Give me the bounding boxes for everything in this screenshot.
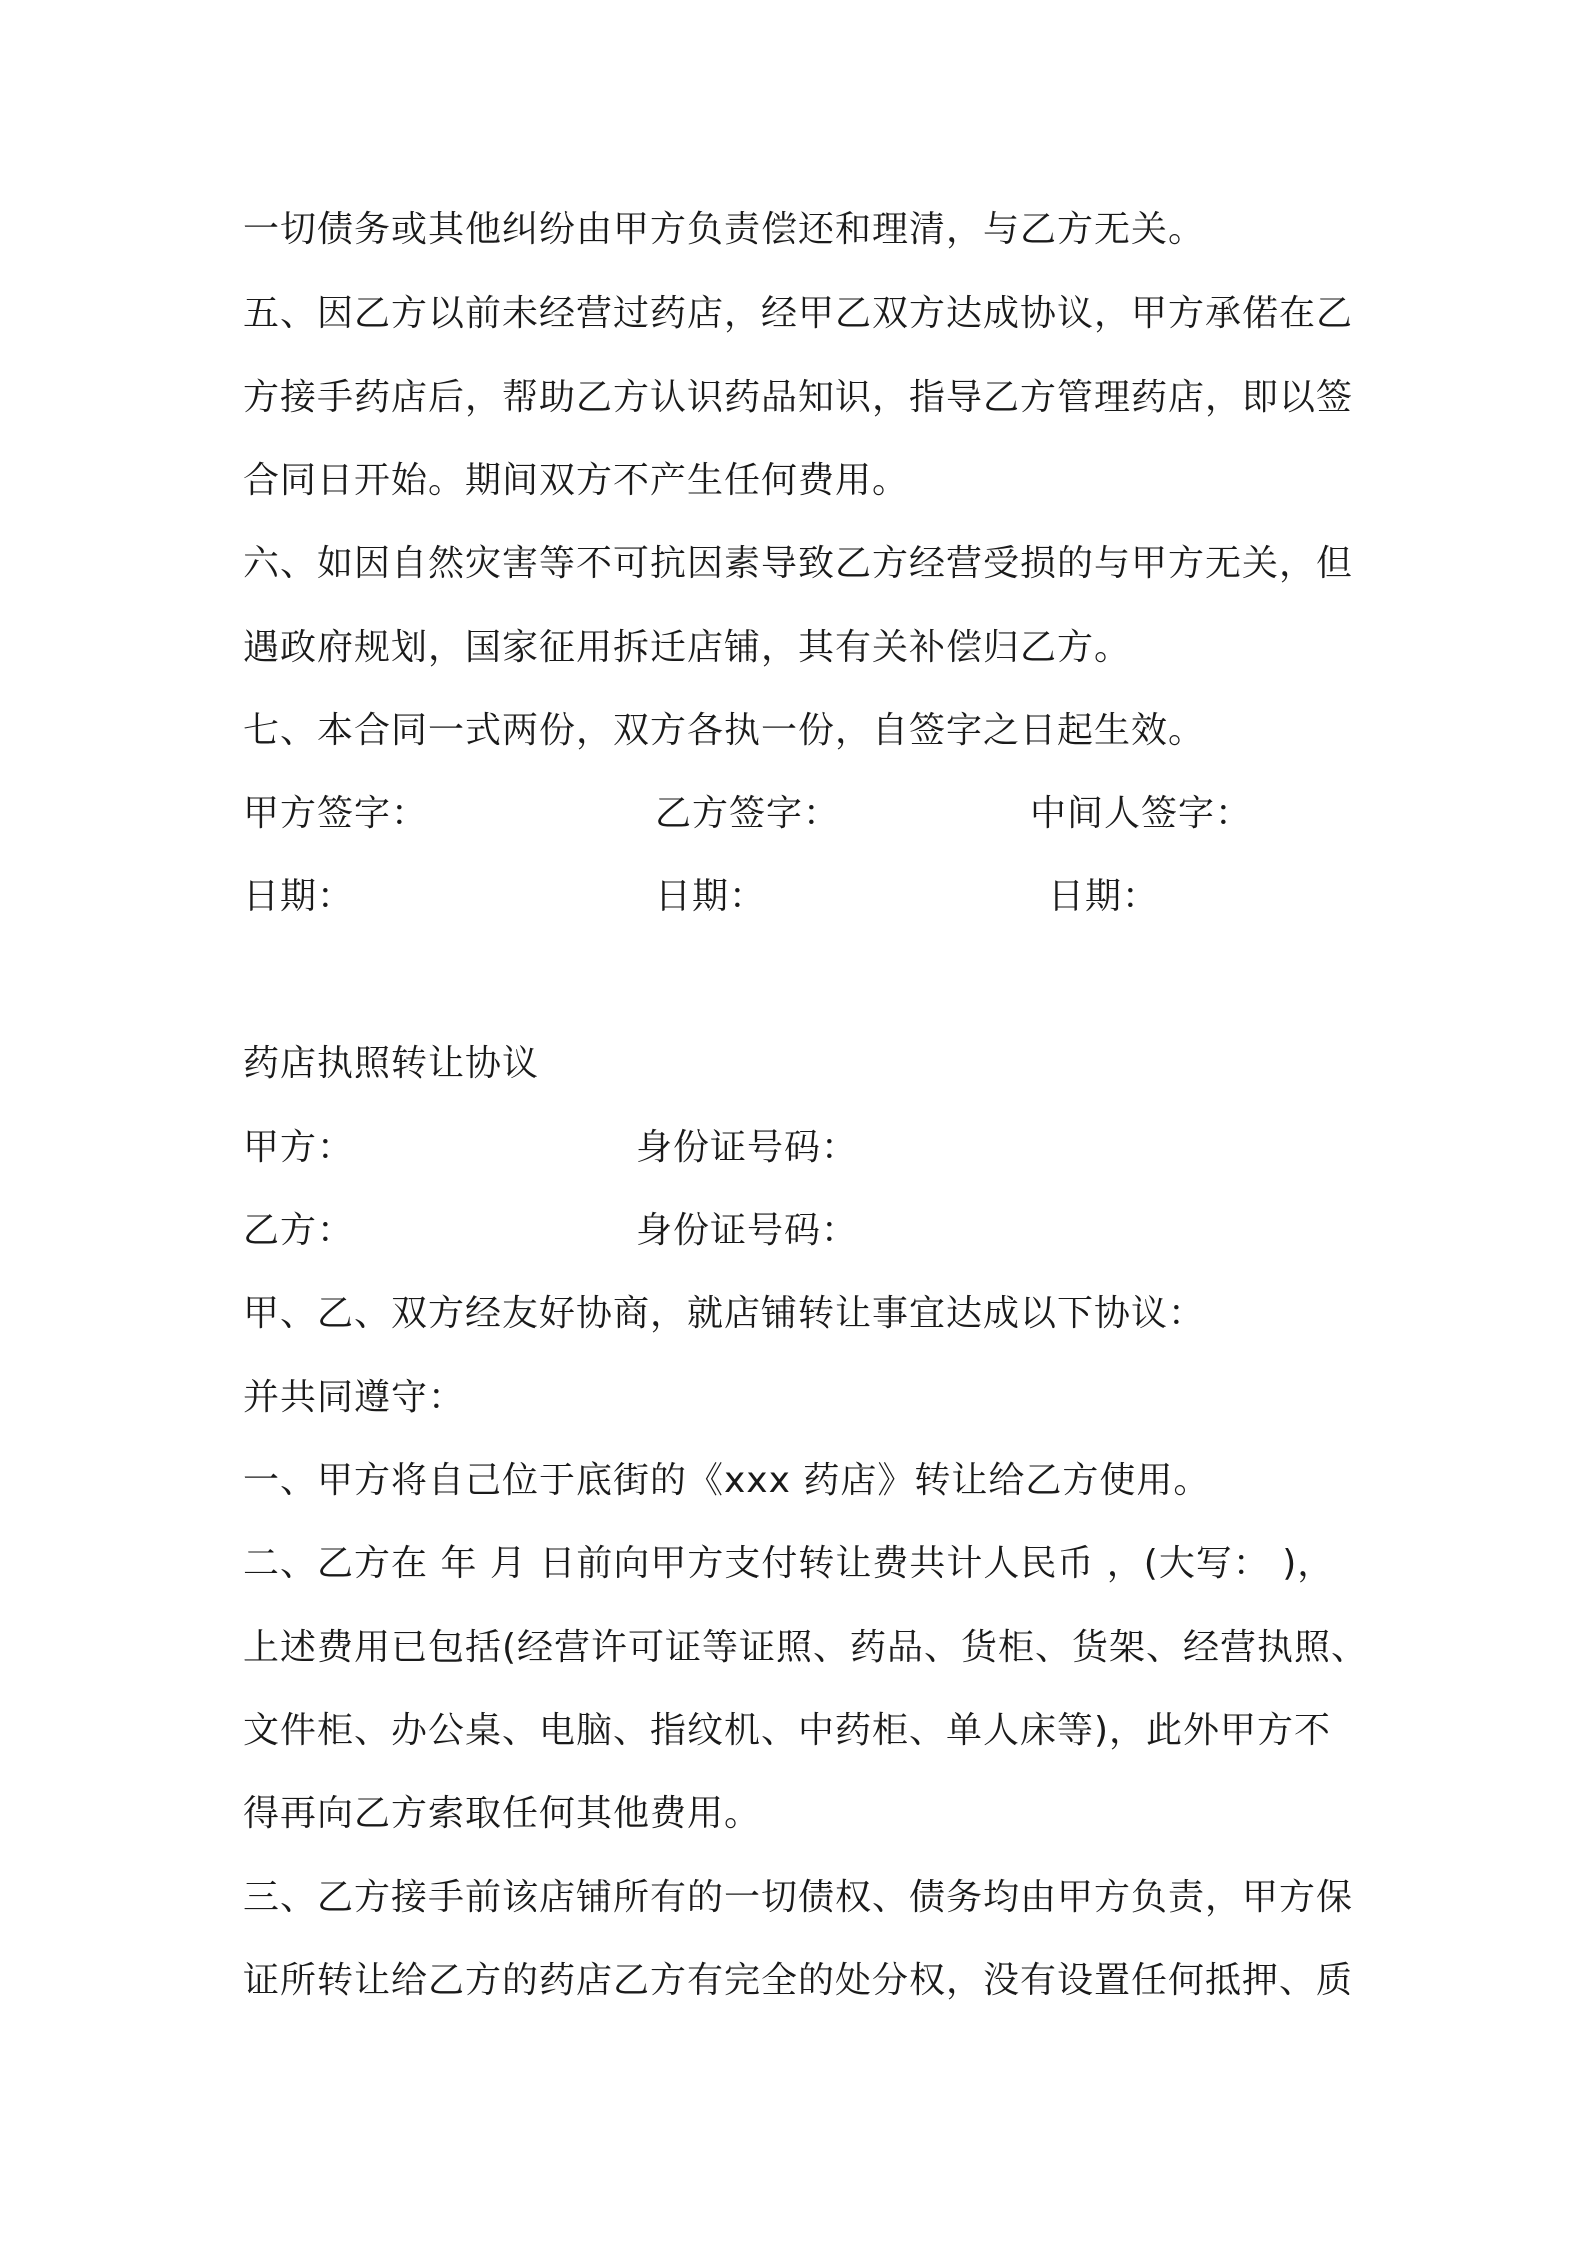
clause-one-line: 一、甲方将自己位于底街的《xxx 药店》转让给乙方使用。 — [243, 1460, 1211, 1501]
party-b-date-label: 日期： — [655, 876, 767, 917]
clause-two-line-1: 二、乙方在 年 月 日前向甲方支付转让费共计人民币 ，(大写： )， — [243, 1543, 1335, 1584]
clause-five-line-3: 合同日开始。期间双方不产生任何费用。 — [243, 460, 910, 501]
clause-two-line-4: 得再向乙方索取任何其他费用。 — [243, 1793, 762, 1834]
preamble-line: 甲、乙、双方经友好协商，就店铺转让事宜达成以下协议： — [243, 1293, 1206, 1334]
clause-three-line-1: 三、乙方接手前该店铺所有的一切债权、债务均由甲方负责，甲方保 — [243, 1877, 1354, 1918]
party-b-label: 乙方： — [243, 1210, 355, 1251]
middleman-signature-label: 中间人签字： — [1030, 793, 1253, 834]
party-b-id-label: 身份证号码： — [636, 1210, 859, 1251]
clause-two-line-2: 上述费用已包括(经营许可证等证照、药品、货柜、货架、经营执照、 — [243, 1627, 1369, 1668]
clause-five-line-2: 方接手药店后，帮助乙方认识药品知识，指导乙方管理药店，即以签 — [243, 377, 1354, 418]
party-a-signature-label: 甲方签字： — [243, 793, 429, 834]
preamble-line-2: 并共同遵守： — [243, 1377, 466, 1418]
middleman-date-label: 日期： — [1048, 876, 1160, 917]
clause-two-line-3: 文件柜、办公桌、电脑、指纹机、中药柜、单人床等)，此外甲方不 — [243, 1710, 1332, 1751]
party-a-label: 甲方： — [243, 1127, 355, 1168]
clause-six-line-1: 六、如因自然灾害等不可抗因素导致乙方经营受损的与甲方无关，但 — [243, 543, 1354, 584]
party-a-id-label: 身份证号码： — [636, 1127, 859, 1168]
clause-three-line-2: 证所转让给乙方的药店乙方有完全的处分权，没有设置任何抵押、质 — [243, 1960, 1354, 2001]
clause-six-line-2: 遇政府规划，国家征用拆迁店铺，其有关补偿归乙方。 — [243, 627, 1132, 668]
clause-five-line-1: 五、因乙方以前未经营过药店，经甲乙双方达成协议，甲方承偌在乙 — [243, 293, 1354, 334]
agreement-title: 药店执照转让协议 — [243, 1043, 540, 1084]
party-b-signature-label: 乙方签字： — [655, 793, 841, 834]
clause-seven-line: 七、本合同一式两份，双方各执一份，自签字之日起生效。 — [243, 710, 1206, 751]
party-a-date-label: 日期： — [243, 876, 355, 917]
paragraph-line: 一切债务或其他纠纷由甲方负责偿还和理清，与乙方无关。 — [243, 209, 1206, 250]
